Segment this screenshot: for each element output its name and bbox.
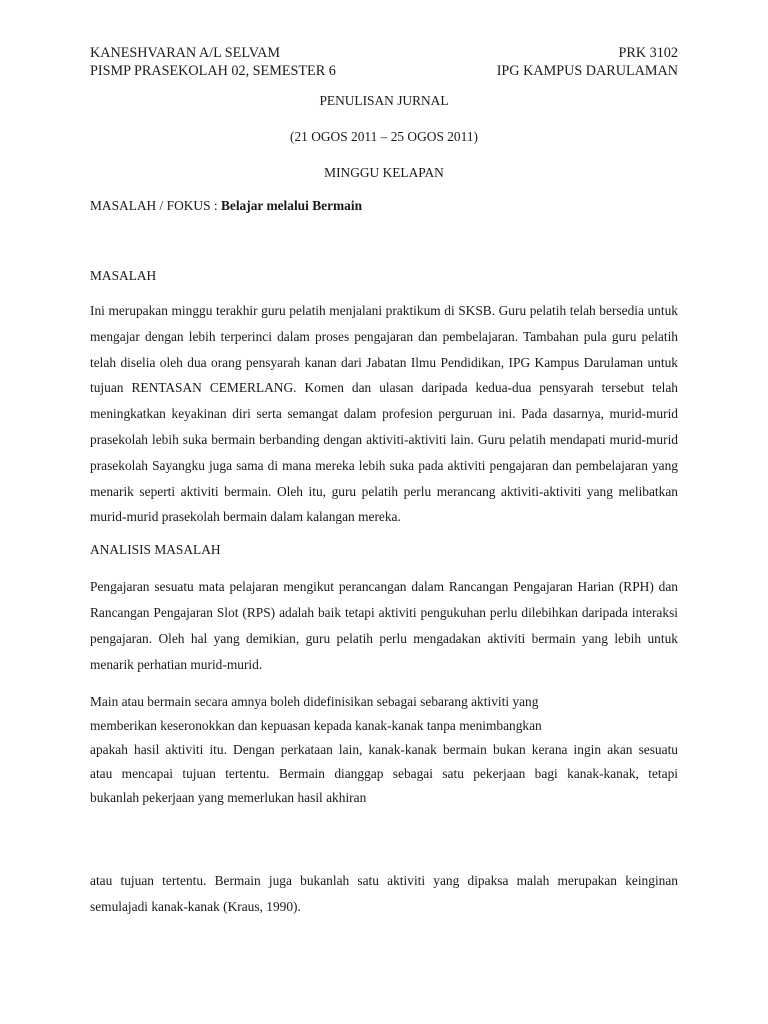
course-code: PRK 3102 — [618, 45, 678, 61]
week-label: MINGGU KELAPAN — [324, 165, 444, 180]
main-line-2: memberikan keseronokkan dan kepuasan kepada kanak-kanak tanpa menimbangkan — [90, 718, 542, 734]
continuation-line-1: atau tujuan tertentu. Bermain juga bukanlah satu aktiviti yang dipaksa malah merupakan keinginan — [90, 873, 678, 889]
program-name: PISMP PRASEKOLAH 02, SEMESTER 6 — [90, 63, 336, 79]
main-line-1: Main atau bermain secara amnya boleh didefinisikan sebagai sebarang aktiviti yang — [90, 694, 539, 710]
analisis-heading: ANALISIS MASALAH — [90, 542, 221, 558]
focus-value: Belajar melalui Bermain — [220, 198, 363, 213]
header-row-1 — [90, 44, 678, 62]
document-page — [90, 44, 678, 920]
masalah-paragraph: Ini merupakan minggu terakhir guru pelatih menjalani praktikum di SKSB. Guru pelatih telah bersedia untuk mengajar dengan lebih terperinci dalam proses pengajaran dan pembelajaran. Tambahan pula guru pelatih telah diselia oleh dua orang pensyarah kanan dari Jabatan Ilmu Pendidikan, IPG Kampus Darulaman untuk tujuan RENTASAN CEMERLANG. Komen dan ulasan daripada kedua-dua pensyarah tersebut telah meningkatkan keyakinan diri serta semangat dalam profesion perguruan ini. Pada dasarnya, murid-murid prasekolah lebih suka bermain berbanding dengan aktiviti-aktiviti lain. Guru pelatih mendapati murid-murid prasekolah Sayangku juga sama di mana mereka lebih suka pada aktiviti pengajaran dan pembelajaran yang menarik seperti aktiviti bermain. Oleh itu, guru pelatih perlu merancang aktiviti-aktiviti yang melibatkan murid-murid prasekolah bermain dalam kalangan mereka. — [90, 303, 678, 525]
main-line-5: bukanlah pekerjaan yang memerlukan hasil akhiran — [90, 790, 367, 806]
date-range: (21 OGOS 2011 – 25 OGOS 2011) — [290, 129, 478, 144]
institution-name: IPG KAMPUS DARULAMAN — [496, 63, 678, 79]
header-row-2 — [90, 62, 678, 80]
masalah-heading: MASALAH — [90, 268, 157, 283]
focus-label: MASALAH / FOKUS : — [90, 198, 221, 213]
analisis-paragraph: Pengajaran sesuatu mata pelajaran mengikut perancangan dalam Rancangan Pengajaran Harian (RPH) dan Rancangan Pengajaran Slot (RPS) adalah baik tetapi aktiviti pengukuhan perlu dilebihkan daripada interaksi pengajaran. Oleh hal yang demikian, guru pelatih perlu mengadakan aktiviti bermain yang lebih untuk menarik perhatian murid-murid. — [90, 579, 678, 672]
continuation-paragraph — [90, 868, 678, 920]
main-line-3: apakah hasil aktiviti itu. Dengan perkataan lain, kanak-kanak bermain bukan kerana ingin akan sesuatu — [90, 742, 678, 758]
author-name: KANESHVARAN A/L SELVAM — [90, 45, 280, 61]
document-title: PENULISAN JURNAL — [319, 93, 449, 108]
main-paragraph — [90, 690, 678, 810]
focus-line — [90, 197, 678, 215]
continuation-line-2: semulajadi kanak-kanak (Kraus, 1990). — [90, 899, 301, 915]
main-line-4: atau mencapai tujuan tertentu. Bermain dianggap sebagai satu pekerjaan bagi kanak-kanak, tetapi — [90, 766, 678, 782]
